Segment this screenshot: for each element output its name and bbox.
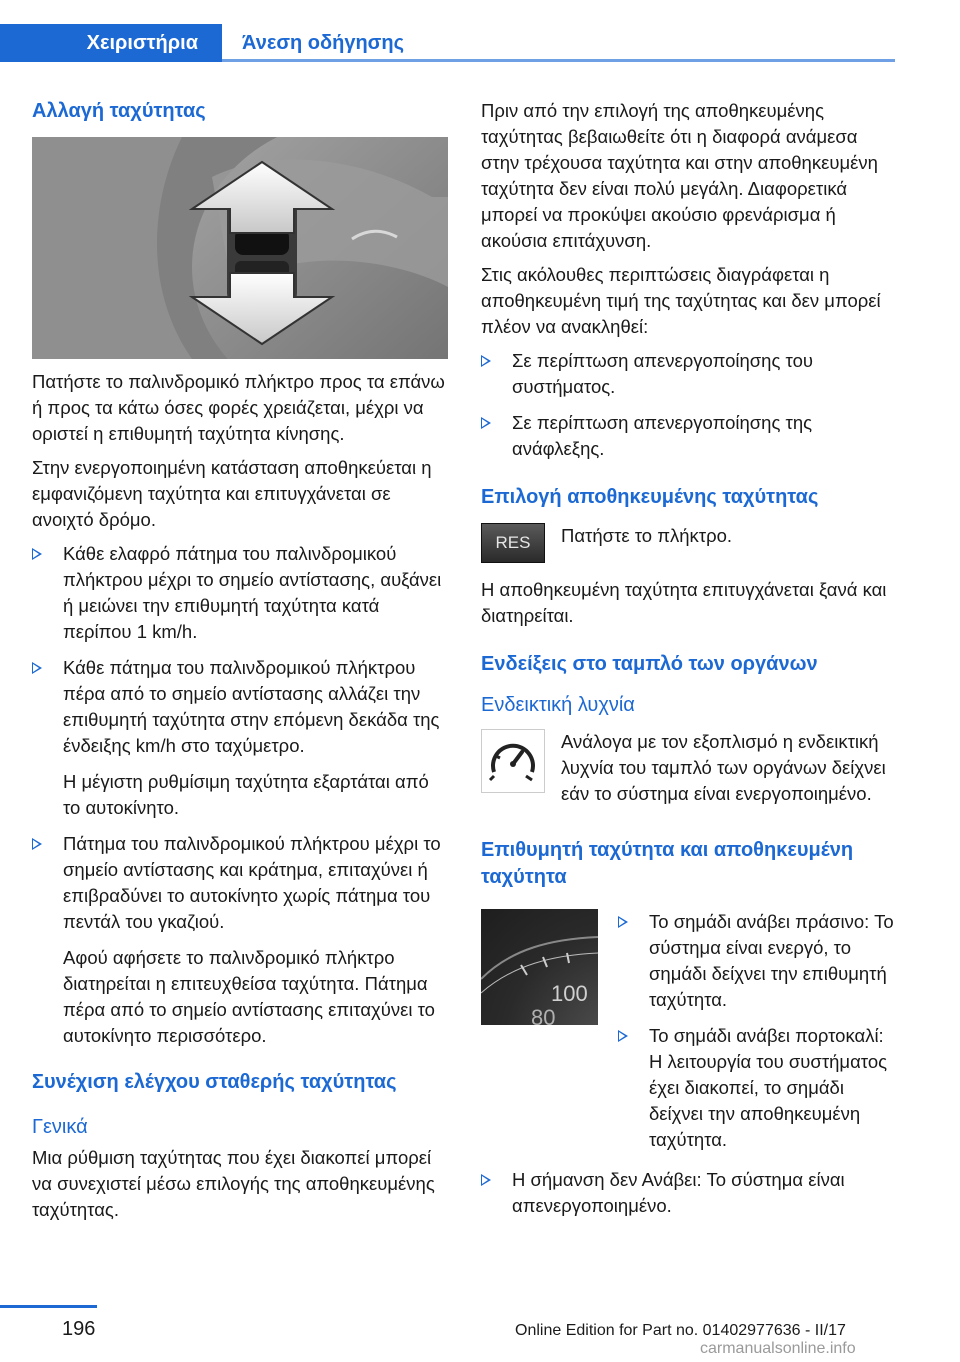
triangle-bullet-icon — [481, 355, 491, 367]
indicator-row — [481, 729, 899, 807]
page-number: 196 — [62, 1318, 96, 1340]
triangle-bullet-icon — [32, 662, 42, 674]
speedometer-photo — [481, 909, 598, 1025]
paragraph-general: Μια ρύθμιση ταχύτητας που έχει διακοπεί μπορεί να συνεχιστεί μέσω επιλογής της αποθηκευμένης ταχύτητας. — [32, 1147, 435, 1220]
steering-wheel-rocker-photo — [32, 137, 448, 359]
speedometer-row — [481, 909, 899, 1163]
list-item: Κάθε ελαφρό πάτημα του παλινδρομικού πλήκτρου μέχρι το σημείο αντίστασης, αυξάνει ή μειώνει την επιθυμητή ταχύτητα κατά περίπου 1 km/h. — [32, 541, 448, 645]
list-item: Σε περίπτωση απενεργοποίησης του συστήματος. — [481, 348, 899, 400]
list-item-note: Αφού αφήσετε το παλινδρομικό πλήκτρο διατηρείται η επιτευχθείσα ταχύτητα. Πάτημα πέρα από το σημείο αντίστασης επιταχύνει το αυτοκίνητο περισσότερο. — [63, 947, 435, 1046]
edition-text: Online Edition for Part no. 01402977636 - II/17 — [515, 1322, 846, 1339]
list-item-note: Η μέγιστη ρυθμίσιμη ταχύτητα εξαρτάται από το αυτοκίνητο. — [63, 771, 429, 818]
list-item: Σε περίπτωση απενεργοποίησης της ανάφλεξης. — [481, 410, 899, 462]
list-item: Πάτημα του παλινδρομικού πλήκτρου μέχρι το σημείο αντίστασης και κράτημα, επιταχύνει ή επιβραδύνει το αυτοκίνητο χωρίς πάτημα του πεντάλ του γκαζιού. — [32, 831, 448, 935]
heading-select-stored-speed: Επιλογή αποθηκευμένης ταχύτητας — [481, 486, 819, 508]
tab-controls[interactable]: Χειριστήρια — [0, 24, 222, 62]
triangle-bullet-icon — [618, 916, 628, 928]
list-item: Η σήμανση δεν Ανάβει: Το σύστημα είναι απενεργοποιημένο. — [481, 1167, 899, 1219]
left-column — [32, 98, 448, 1231]
heading-indicator-lamp: Ενδεικτική λυχνία — [481, 694, 635, 716]
heading-continue-cruise: Συνέχιση ελέγχου σταθερής ταχύτητας — [32, 1071, 397, 1093]
res-button-icon: RES — [481, 523, 545, 563]
cruise-control-speedometer-icon — [481, 729, 545, 793]
heading-instrument-displays: Ενδείξεις στο ταμπλό των οργάνων — [481, 653, 818, 675]
speed-mark-list — [618, 909, 899, 1163]
triangle-bullet-icon — [481, 417, 491, 429]
triangle-bullet-icon — [618, 1030, 628, 1042]
list-item: Το σημάδι ανάβει πορτοκαλί: Η λειτουργία του συστήματος έχει διακοπεί, το σημάδι δείχνει την αποθηκευμένη ταχύτητα. — [618, 1023, 899, 1153]
right-column — [481, 98, 899, 1229]
list-item: Κάθε πάτημα του παλινδρομικού πλήκτρου πέρα από το σημείο αντίστασης αλλάζει την επιθυμητή ταχύτητα στην επόμενη δεκάδα της ένδειξης km/h στο ταχύμετρο. — [32, 655, 448, 759]
paragraph-speed-reached: Η αποθηκευμένη ταχύτητα επιτυγχάνεται ξανά και διατηρείται. — [481, 579, 887, 626]
res-row — [481, 523, 899, 563]
heading-desired-stored-speed: Επιθυμητή ταχύτητα και αποθηκευμένη ταχύτητα — [481, 839, 854, 888]
header-tabbar — [0, 0, 895, 62]
paragraph-indicator: Ανάλογα με τον εξοπλισμό η ενδεικτική λυχνία του ταμπλό των οργάνων δείχνει εάν το σύστημα είναι ενεργοποιημένο. — [561, 731, 886, 804]
speedo-label-100: 100 — [551, 981, 588, 1006]
speedo-label-80: 80 — [531, 1005, 556, 1025]
heading-general: Γενικά — [32, 1116, 88, 1138]
paragraph-press-button: Πατήστε το πλήκτρο. — [561, 525, 733, 546]
list-item: Το σημάδι ανάβει πράσινο: Το σύστημα είναι ενεργό, το σημάδι δείχνει την επιθυμητή ταχύτητα. — [618, 909, 899, 1013]
triangle-bullet-icon — [32, 548, 42, 560]
heading-speed-change: Αλλαγή ταχύτητας — [32, 100, 206, 122]
watermark-text: carmanualsonline.info — [700, 1340, 856, 1357]
paragraph-cases: Στις ακόλουθες περιπτώσεις διαγράφεται η αποθηκευμένη τιμή της ταχύτητας και δεν μπορεί πλέον να ανακληθεί: — [481, 264, 881, 337]
paragraph-stored-speed: Στην ενεργοποιημένη κατάσταση αποθηκεύεται η εμφανιζόμενη ταχύτητα και επιτυγχάνεται σε ανοιχτό δρόμο. — [32, 457, 432, 530]
paragraph-before-select: Πριν από την επιλογή της αποθηκευμένης ταχύτητας βεβαιωθείτε ότι η διαφορά ανάμεσα στην τρέχουσα ταχύτητα και στην αποθηκευμένη ταχύτητα δεν είναι πολύ μεγάλη. Διαφορετικά μπορεί να προκύψει ακούσιο φρενάρισμα ή ακούσια επιτάχυνση. — [481, 100, 878, 251]
triangle-bullet-icon — [481, 1174, 491, 1186]
rocker-switch-illustration — [32, 137, 448, 359]
footer-rule — [0, 1305, 97, 1308]
tab-driving-comfort[interactable]: Άνεση οδήγησης — [222, 24, 895, 62]
paragraph-press-rocker: Πατήστε το παλινδρομικό πλήκτρο προς τα επάνω ή προς τα κάτω όσες φορές χρειάζεται, μέχρι να οριστεί η επιθυμητή ταχύτητα κίνησης. — [32, 371, 445, 444]
triangle-bullet-icon — [32, 838, 42, 850]
